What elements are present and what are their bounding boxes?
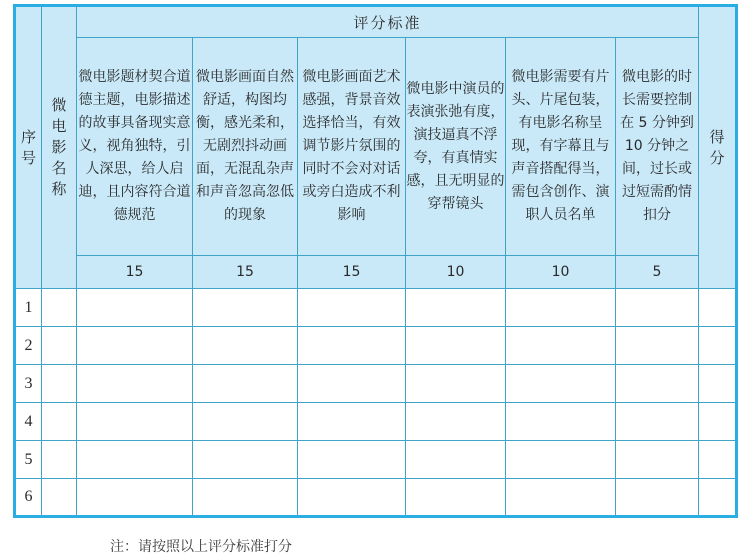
score-cell [506,479,616,517]
criterion-artistry-sound: 微电影画面艺术感强，背景音效选择恰当，有效调节影片氛围的同时不会对对话或旁白造成不利影响 [298,38,406,256]
score-cell [193,289,298,327]
score-cell [77,289,193,327]
criterion-duration: 微电影的时长需要控制在 5 分钟到 10 分钟之间，过长或过短需酌情扣分 [616,38,699,256]
score-cell [298,327,406,365]
row-number: 3 [15,365,42,403]
total-score-cell [699,441,737,479]
col-header-film-name [42,6,77,289]
score-cell [616,365,699,403]
score-cell [616,327,699,365]
col-header-score [699,6,737,289]
score-cell [298,365,406,403]
table-row [15,403,737,441]
film-name-cell [42,479,77,517]
score-cell [406,479,506,517]
col-header-index-label: 序号 [20,127,36,167]
criterion-acting: 微电影中演员的表演张弛有度，演技逼真不浮夸，有真情实感，且无明显的穿帮镜头 [406,38,506,256]
score-cell [616,479,699,517]
score-cell [193,479,298,517]
row-number: 6 [15,479,42,517]
score-cell [298,441,406,479]
total-score-cell [699,365,737,403]
score-cell [77,327,193,365]
score-cell [406,365,506,403]
header-row-points [15,256,737,289]
score-cell [298,479,406,517]
row-number: 1 [15,289,42,327]
score-cell [406,441,506,479]
film-name-cell [42,327,77,365]
row-number: 5 [15,441,42,479]
points-picture-quality: 15 [193,256,298,289]
total-score-cell [699,403,737,441]
score-cell [406,403,506,441]
row-number: 4 [15,403,42,441]
score-cell [193,365,298,403]
film-name-cell [42,403,77,441]
table-row [15,327,737,365]
points-duration: 5 [616,256,699,289]
table-row [15,289,737,327]
table-row [15,479,737,517]
score-cell [193,327,298,365]
footnote: 注：请按照以上评分标准打分 [110,539,292,555]
header-row-criteria [15,38,737,256]
score-cell [77,365,193,403]
total-score-cell [699,479,737,517]
film-name-cell [42,365,77,403]
score-cell [406,289,506,327]
col-header-index [15,6,42,289]
score-cell [193,403,298,441]
criterion-packaging: 微电影需要有片头、片尾包装，有电影名称呈现，有字幕且与声音搭配得当，需包含创作、演职人员名单 [506,38,616,256]
criterion-picture-quality: 微电影画面自然舒适，构图均衡，感光柔和，无剧烈抖动画面，无混乱杂声和声音忽高忽低的现象 [193,38,298,256]
score-cell [298,289,406,327]
score-cell [193,441,298,479]
score-cell [506,365,616,403]
col-header-film-name-label: 微电影名称 [51,96,67,198]
scoring-rubric-table [13,4,738,518]
header-row-title [15,6,737,38]
total-score-cell [699,327,737,365]
points-artistry-sound: 15 [298,256,406,289]
points-theme: 15 [77,256,193,289]
score-cell [406,327,506,365]
table-row [15,441,737,479]
score-cell [616,289,699,327]
score-cell [298,403,406,441]
score-cell [77,479,193,517]
criteria-title-cell: 评分标准 [77,6,699,38]
col-header-score-label: 得分 [709,127,725,167]
points-acting: 10 [406,256,506,289]
score-cell [506,441,616,479]
score-cell [77,403,193,441]
film-name-cell [42,441,77,479]
score-cell [506,403,616,441]
row-number: 2 [15,327,42,365]
film-name-cell [42,289,77,327]
criterion-theme: 微电影题材契合道德主题，电影描述的故事具备现实意义，视角独特，引人深思，给人启迪，且内容符合道德规范 [77,38,193,256]
points-packaging: 10 [506,256,616,289]
table-row [15,365,737,403]
score-cell [616,441,699,479]
score-cell [506,289,616,327]
score-cell [616,403,699,441]
total-score-cell [699,289,737,327]
score-cell [506,327,616,365]
score-cell [77,441,193,479]
